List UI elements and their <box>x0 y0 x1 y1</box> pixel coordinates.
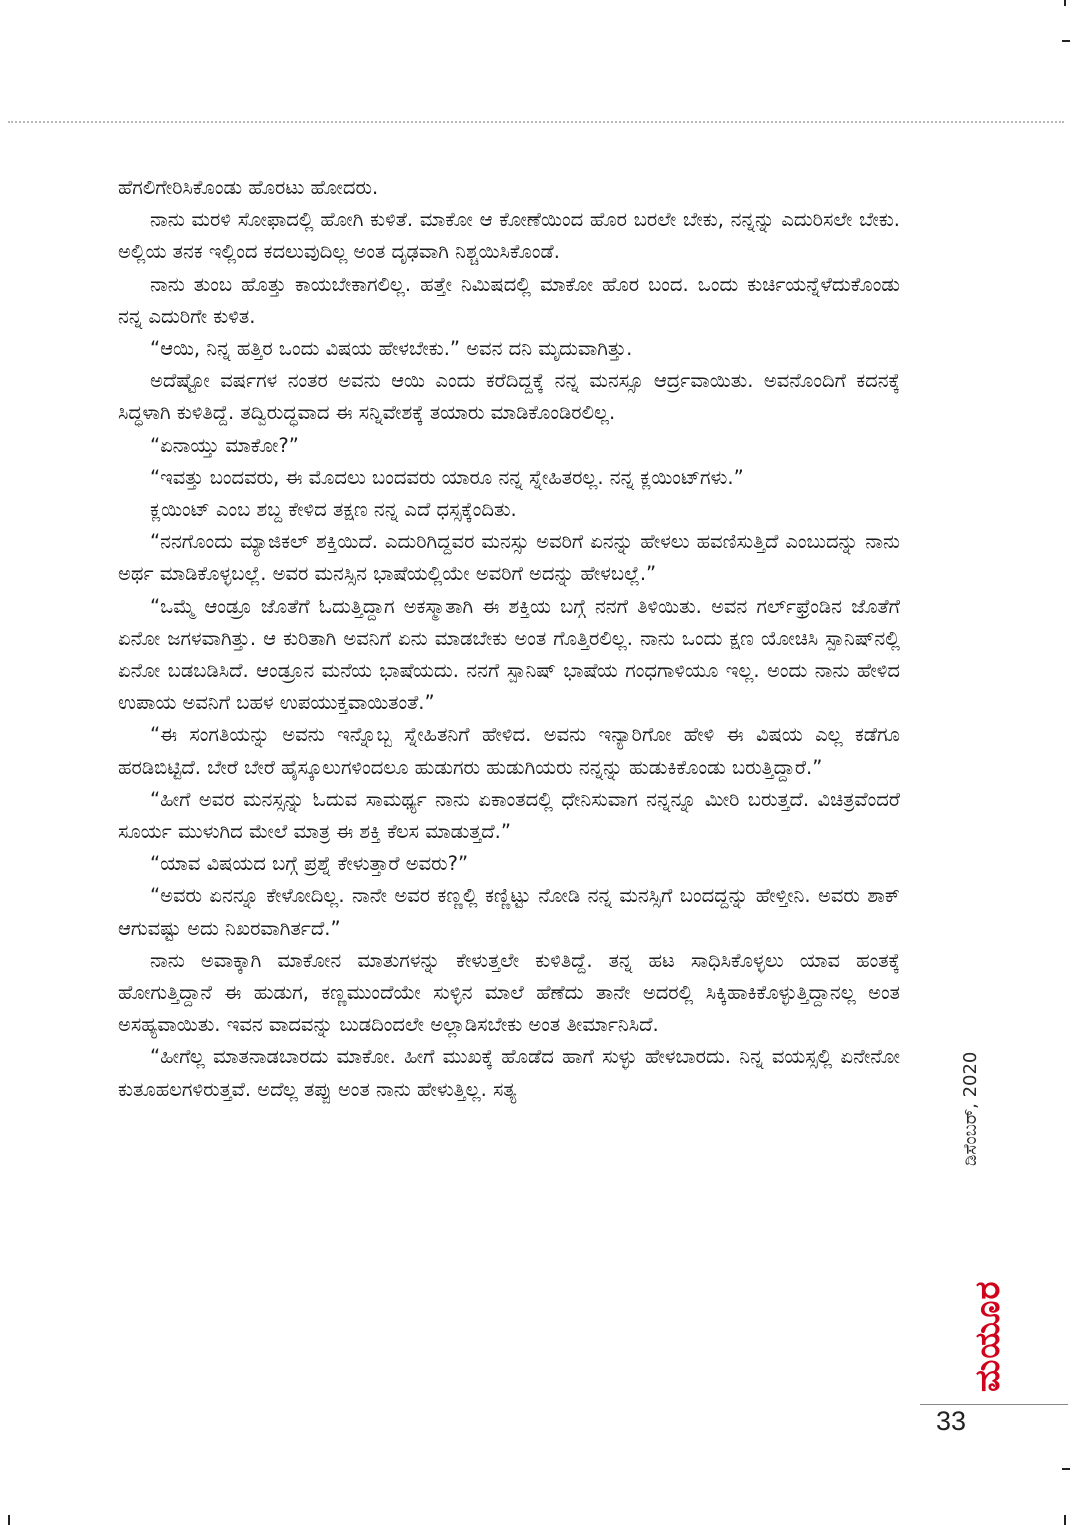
page-number: 33 <box>936 1406 967 1436</box>
paragraph: “ಅವರು ಏನನ್ನೂ ಕೇಳೋದಿಲ್ಲ. ನಾನೇ ಅವರ ಕಣ್ಣಲ್ಲಿ ಕಣ್ಣಿಟ್ಟು ನೋಡಿ ನನ್ನ ಮನಸ್ಸಿಗೆ ಬಂದದ್ದನ್ನು ಹೇಳ್ತೀನಿ. ಅವರು ಶಾಕ್ ಆಗುವಷ್ಟು ಅದು ನಿಖರವಾಗಿರ್ತದೆ.” <box>118 884 900 940</box>
crop-mark-bottom-left <box>8 1515 10 1525</box>
footer-rule <box>920 1404 1068 1405</box>
paragraph: ಕ್ಲಯಿಂಟ್ ಎಂಬ ಶಬ್ದ ಕೇಳಿದ ತಕ್ಷಣ ನನ್ನ ಎದೆ ಧಸ್ಸಕ್ಕೆಂದಿತು. <box>150 498 517 522</box>
issue-date: ಡಿಸೆಂಬರ್, 2020 <box>960 1051 981 1166</box>
paragraph: “ಈ ಸಂಗತಿಯನ್ನು ಅವನು ಇನ್ನೊಬ್ಬ ಸ್ನೇಹಿತನಿಗೆ ಹೇಳಿದ. ಅವನು ಇನ್ಯಾರಿಗೋ ಹೇಳಿ ಈ ವಿಷಯ ಎಲ್ಲ ಕಡೆಗೂ ಹರಡಿಬಿಟ್ಟಿದೆ. ಬೇರೆ ಬೇರೆ ಹೈಸ್ಕೂಲುಗಳಿಂದಲೂ ಹುಡುಗರು ಹುಡುಗಿಯರು ನನ್ನನ್ನು ಹುಡುಕಿಕೊಂಡು ಬರುತ್ತಿದ್ದಾರೆ.” <box>118 723 900 779</box>
header-dotted-rule <box>8 121 1064 123</box>
paragraph: ನಾನು ಮರಳಿ ಸೋಫಾದಲ್ಲಿ ಹೋಗಿ ಕುಳಿತೆ. ಮಾಕೋ ಆ ಕೋಣೆಯಿಂದ ಹೊರ ಬರಲೇ ಬೇಕು, ನನ್ನನ್ನು ಎದುರಿಸಲೇ ಬೇಕು. ಅಲ್ಲಿಯ ತನಕ ಇಲ್ಲಿಂದ ಕದಲುವುದಿಲ್ಲ ಅಂತ ದೃಢವಾಗಿ ನಿಶ್ಚಯಿಸಿಕೊಂಡೆ. <box>118 208 900 264</box>
crop-mark-bottom-right <box>1064 1515 1066 1525</box>
crop-mark-right-lower <box>1062 1468 1070 1470</box>
paragraph: “ಏನಾಯ್ತು ಮಾಕೋ?” <box>150 433 299 457</box>
paragraph: “ಒಮ್ಮೆ ಆಂಡ್ರೂ ಜೊತೆಗೆ ಓದುತ್ತಿದ್ದಾಗ ಅಕಸ್ಮಾತಾಗಿ ಈ ಶಕ್ತಿಯ ಬಗ್ಗೆ ನನಗೆ ತಿಳಿಯಿತು. ಅವನ ಗರ್ಲ್‌ಫ್ರೆಂಡಿನ ಜೊತೆಗೆ ಏನೋ ಜಗಳವಾಗಿತ್ತು. ಆ ಕುರಿತಾಗಿ ಅವನಿಗೆ ಏನು ಮಾಡಬೇಕು ಅಂತ ಗೊತ್ತಿರಲಿಲ್ಲ. ನಾನು ಒಂದು ಕ್ಷಣ ಯೋಚಿಸಿ ಸ್ಪಾನಿಷ್‌ನಲ್ಲಿ ಏನೋ ಬಡಬಡಿಸಿದೆ. ಆಂಡ್ರೂನ ಮನೆಯ ಭಾಷೆಯದು. ನನಗೆ ಸ್ಪಾನಿಷ್ ಭಾಷೆಯ ಗಂಧಗಾಳಿಯೂ ಇಲ್ಲ. ಅಂದು ನಾನು ಹೇಳಿದ ಉಪಾಯ ಅವನಿಗೆ ಬಹಳ ಉಪಯುಕ್ತವಾಯಿತಂತೆ.” <box>118 594 900 715</box>
magazine-logo: ಮಯೂರ <box>968 1280 1008 1392</box>
paragraph: “ನನಗೊಂದು ಮ್ಯಾಜಿಕಲ್ ಶಕ್ತಿಯಿದೆ. ಎದುರಿಗಿದ್ದವರ ಮನಸ್ಸು ಅವರಿಗೆ ಏನನ್ನು ಹೇಳಲು ಹವಣಿಸುತ್ತಿದೆ ಎಂಬುದನ್ನು ನಾನು ಅರ್ಥ ಮಾಡಿಕೊಳ್ಳಬಲ್ಲೆ. ಅವರ ಮನಸ್ಸಿನ ಭಾಷೆಯಲ್ಲಿಯೇ ಅವರಿಗೆ ಅದನ್ನು ಹೇಳಬಲ್ಲೆ.” <box>118 530 900 586</box>
paragraph: ಅದೆಷ್ಟೋ ವರ್ಷಗಳ ನಂತರ ಅವನು ಆಯಿ ಎಂದು ಕರೆದಿದ್ದಕ್ಕೆ ನನ್ನ ಮನಸ್ಸೂ ಆರ್ದ್ರವಾಯಿತು. ಅವನೊಂದಿಗೆ ಕದನಕ್ಕೆ ಸಿದ್ಧಳಾಗಿ ಕುಳಿತಿದ್ದೆ. ತದ್ವಿರುದ್ಧವಾದ ಈ ಸನ್ನಿವೇಶಕ್ಕೆ ತಯಾರು ಮಾಡಿಕೊಂಡಿರಲಿಲ್ಲ. <box>118 369 900 425</box>
paragraph: ನಾನು ತುಂಬ ಹೊತ್ತು ಕಾಯಬೇಕಾಗಲಿಲ್ಲ. ಹತ್ತೇ ನಿಮಿಷದಲ್ಲಿ ಮಾಕೋ ಹೊರ ಬಂದ. ಒಂದು ಕುರ್ಚಿಯನ್ನೆಳೆದುಕೊಂಡು ನನ್ನ ಎದುರಿಗೇ ಕುಳಿತ. <box>118 272 900 328</box>
article-body <box>118 172 900 1106</box>
paragraph: “ಆಯಿ, ನಿನ್ನ ಹತ್ತಿರ ಒಂದು ವಿಷಯ ಹೇಳಬೇಕು.” ಅವನ ದನಿ ಮೃದುವಾಗಿತ್ತು. <box>150 337 633 361</box>
paragraph: ನಾನು ಅವಾಕ್ಕಾಗಿ ಮಾಕೋನ ಮಾತುಗಳನ್ನು ಕೇಳುತ್ತಲೇ ಕುಳಿತಿದ್ದೆ. ತನ್ನ ಹಟ ಸಾಧಿಸಿಕೊಳ್ಳಲು ಯಾವ ಹಂತಕ್ಕೆ ಹೋಗುತ್ತಿದ್ದಾನೆ ಈ ಹುಡುಗ, ಕಣ್ಣಮುಂದೆಯೇ ಸುಳ್ಳಿನ ಮಾಲೆ ಹೆಣೆದು ತಾನೇ ಅದರಲ್ಲಿ ಸಿಕ್ಕಿಹಾಕಿಕೊಳ್ಳುತ್ತಿದ್ದಾನಲ್ಲ ಅಂತ ಅಸಹ್ಯವಾಯಿತು. ಇವನ ವಾದವನ್ನು ಬುಡದಿಂದಲೇ ಅಲ್ಲಾಡಿಸಬೇಕು ಅಂತ ತೀರ್ಮಾನಿಸಿದೆ. <box>118 948 900 1037</box>
paragraph: “ಹೀಗೆ ಅವರ ಮನಸ್ಸನ್ನು ಓದುವ ಸಾಮರ್ಥ್ಯ ನಾನು ಏಕಾಂತದಲ್ಲಿ ಧೇನಿಸುವಾಗ ನನ್ನನ್ನೂ ಮೀರಿ ಬರುತ್ತದೆ. ವಿಚಿತ್ರವೆಂದರೆ ಸೂರ್ಯ ಮುಳುಗಿದ ಮೇಲೆ ಮಾತ್ರ ಈ ಶಕ್ತಿ ಕೆಲಸ ಮಾಡುತ್ತದೆ.” <box>118 787 900 844</box>
paragraph: “ಹೀಗೆಲ್ಲ ಮಾತನಾಡಬಾರದು ಮಾಕೋ. ಹೀಗೆ ಮುಖಕ್ಕೆ ಹೊಡೆದ ಹಾಗೆ ಸುಳ್ಳು ಹೇಳಬಾರದು. ನಿನ್ನ ವಯಸ್ಸಲ್ಲಿ ಏನೇನೋ ಕುತೂಹಲಗಳಿರುತ್ತವೆ. ಅದೆಲ್ಲ ತಪ್ಪು ಅಂತ ನಾನು ಹೇಳುತ್ತಿಲ್ಲ. ಸತ್ಯ <box>118 1045 900 1101</box>
paragraph: “ಯಾವ ವಿಷಯದ ಬಗ್ಗೆ ಪ್ರಶ್ನೆ ಕೇಳುತ್ತಾರೆ ಅವರು?” <box>150 852 469 876</box>
crop-mark-right-upper <box>1062 40 1070 42</box>
crop-mark-top-right <box>1064 0 1066 6</box>
paragraph: “ಇವತ್ತು ಬಂದವರು, ಈ ಮೊದಲು ಬಂದವರು ಯಾರೂ ನನ್ನ ಸ್ನೇಹಿತರಲ್ಲ. ನನ್ನ ಕ್ಲಯಿಂಟ್‌ಗಳು.” <box>150 465 744 489</box>
paragraph: ಹೆಗಲಿಗೇರಿಸಿಕೊಂಡು ಹೊರಟು ಹೋದರು. <box>118 176 379 199</box>
